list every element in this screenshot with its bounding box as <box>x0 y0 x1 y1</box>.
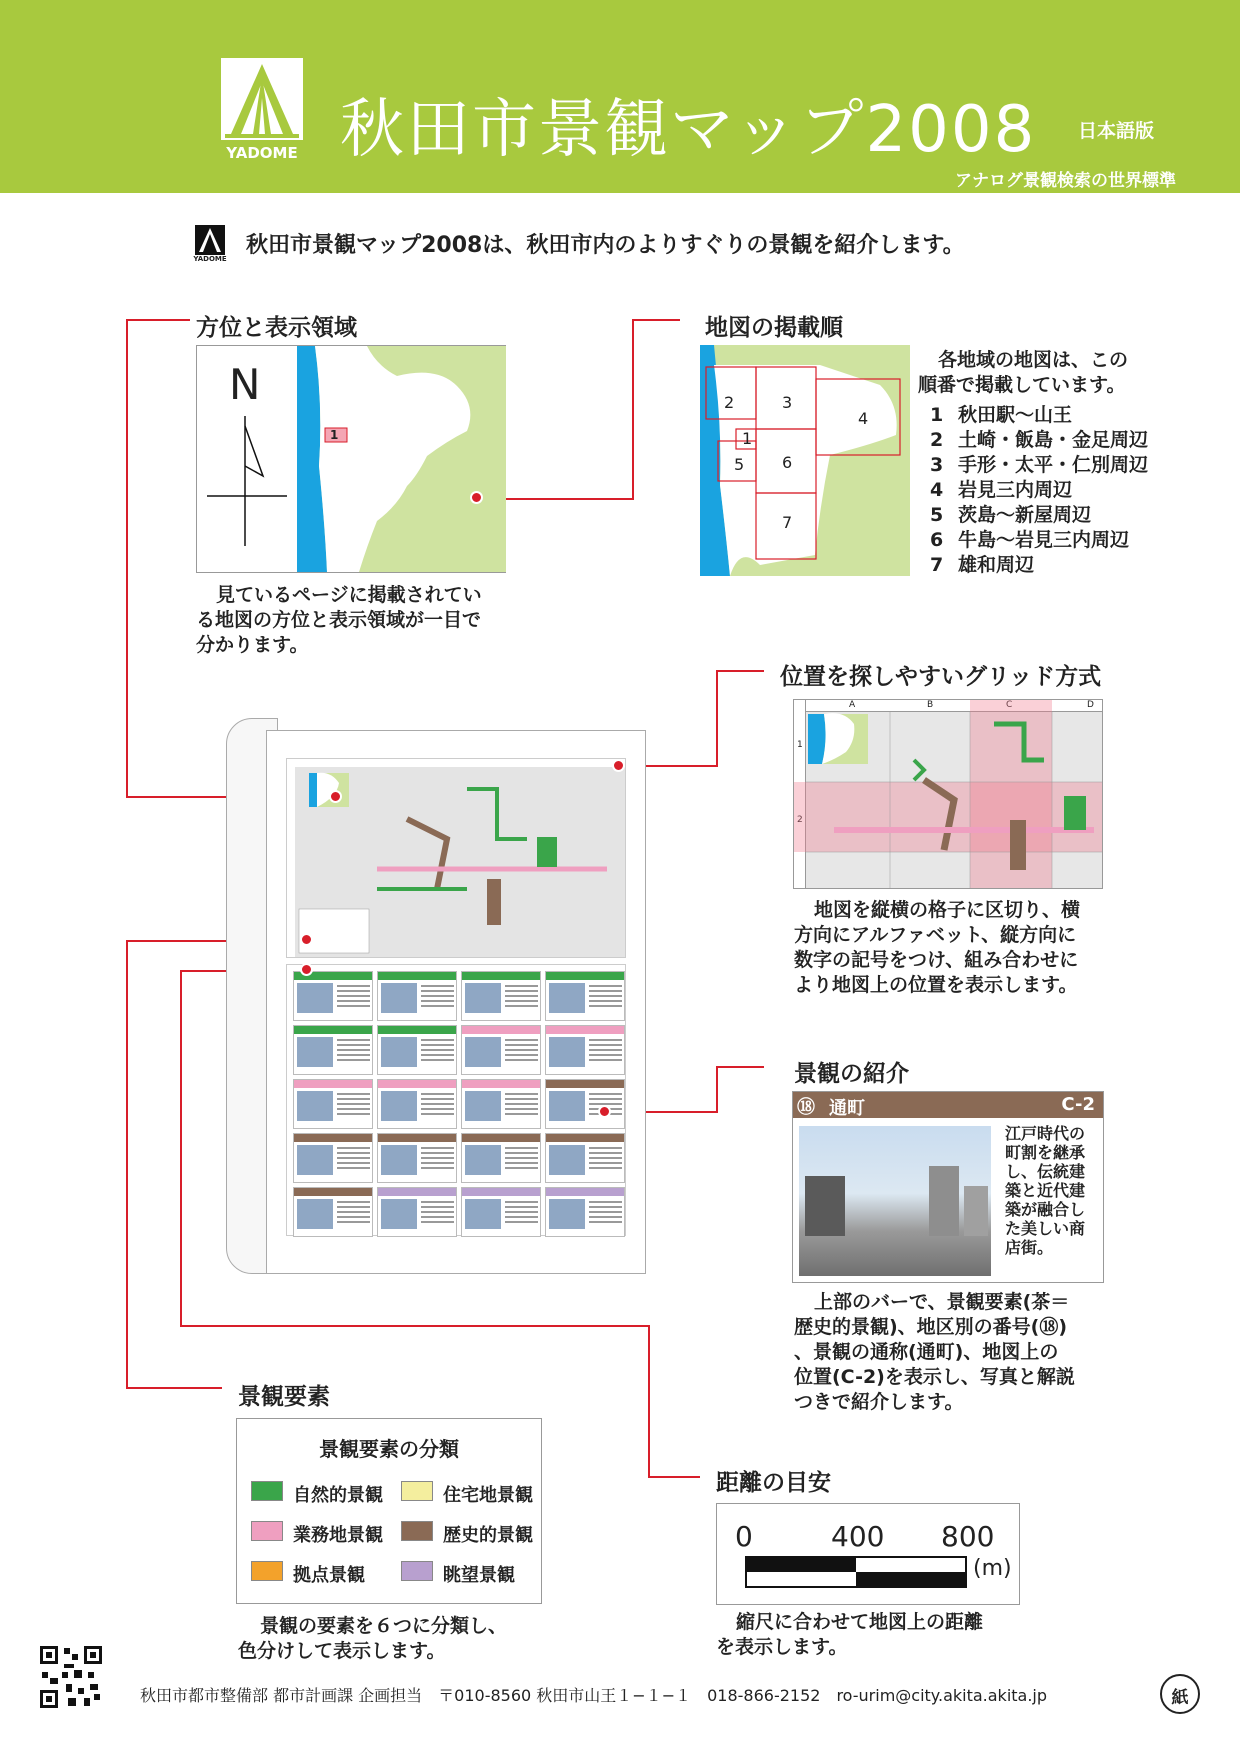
pointer-dot <box>300 963 313 976</box>
connector-line <box>648 1476 700 1478</box>
mini-card <box>293 1079 373 1129</box>
scale-text: 縮尺に合わせて地図上の距離 を表示します。 <box>716 1611 984 1658</box>
order-cell-7: 7 <box>782 513 793 532</box>
list-item: 5 茨島〜新屋周辺 <box>930 504 1092 526</box>
scale-unit: (m) <box>973 1556 1012 1581</box>
legend-swatch <box>251 1521 283 1541</box>
mini-card <box>293 1133 373 1183</box>
logo-text: YADOME <box>226 144 298 162</box>
mini-card <box>545 1187 625 1237</box>
mini-card <box>293 1187 373 1237</box>
connector-line <box>648 1325 650 1477</box>
intro-logo <box>195 225 225 263</box>
order-cell-5: 5 <box>734 455 745 474</box>
grid-heading: 位置を探しやすいグリッド方式 <box>780 664 1102 690</box>
street-photo <box>799 1126 991 1276</box>
list-item: 4 岩見三内周辺 <box>930 479 1073 501</box>
pointer-dot <box>470 491 483 504</box>
sample-card-number: ⑱ <box>797 1097 815 1118</box>
mini-card <box>377 971 457 1021</box>
mini-card <box>377 1079 457 1129</box>
mini-card <box>293 1025 373 1075</box>
pointer-dot <box>329 790 342 803</box>
elements-legend-box <box>236 1418 542 1604</box>
legend-title: 景観要素の分類 <box>319 1437 459 1461</box>
orientation-figure <box>196 345 506 573</box>
connector-line <box>126 319 128 797</box>
north-label: N <box>229 360 261 409</box>
scale-tick-label: 800 <box>941 1520 995 1553</box>
scale-tick-label: 0 <box>735 1520 753 1553</box>
north-arrow-icon <box>207 416 287 566</box>
connector-line <box>632 319 634 499</box>
edition-label: 日本語版 <box>1078 120 1155 142</box>
intro-logo-text: YADOME <box>193 255 227 263</box>
list-item: 6 牛島〜岩見三内周辺 <box>930 529 1130 551</box>
area-marker: 1 <box>330 428 339 442</box>
list-item: 1 秋田駅〜山王 <box>930 404 1073 426</box>
intro-card-heading: 景観の紹介 <box>794 1061 909 1087</box>
order-cell-4: 4 <box>858 409 869 428</box>
legend-label: 眺望景観 <box>443 1565 515 1586</box>
pointer-dot <box>598 1105 611 1118</box>
recycle-label: 紙 <box>1171 1688 1189 1708</box>
legend-label: 歴史的景観 <box>443 1525 533 1546</box>
mini-card <box>293 971 373 1021</box>
scale-tick-label: 400 <box>831 1520 885 1553</box>
intro-text: 秋田市景観マップ2008は、秋田市内のよりすぐりの景観を紹介します。 <box>246 233 965 258</box>
mini-card <box>461 971 541 1021</box>
order-cell-6: 6 <box>782 453 793 472</box>
pointer-dot <box>300 933 313 946</box>
map-order-figure <box>700 345 910 576</box>
map-book-illustration <box>226 718 646 1274</box>
grid-row-2: 2 <box>797 815 803 825</box>
recycle-icon <box>1160 1674 1200 1714</box>
legend-swatch <box>401 1561 433 1581</box>
scale-bar-figure <box>716 1503 1020 1605</box>
sample-card-name: 通町 <box>829 1098 865 1119</box>
elements-heading: 景観要素 <box>238 1384 330 1410</box>
sample-card-bar <box>793 1092 1103 1118</box>
grid-figure <box>793 699 1103 889</box>
yadome-logo <box>221 58 303 164</box>
mini-card <box>377 1025 457 1075</box>
connector-line <box>126 1387 222 1389</box>
sample-card <box>792 1091 1104 1283</box>
mini-card <box>377 1133 457 1183</box>
legend-swatch <box>251 1561 283 1581</box>
grid-col-a: A <box>849 700 856 710</box>
connector-line <box>126 319 190 321</box>
mini-card <box>545 1025 625 1075</box>
legend-swatch <box>251 1481 283 1501</box>
mini-card-grid <box>286 964 626 1236</box>
connector-line <box>126 940 128 1388</box>
scale-bar <box>745 1556 967 1588</box>
list-item: 7 雄和周辺 <box>930 554 1035 576</box>
footer-contact: 秋田市都市整備部 都市計画課 企画担当 〒010-8560 秋田市山王１−１−１ 018-866-2152 ro-urim@city.akita.akita.jp <box>140 1686 1048 1705</box>
mini-map <box>286 758 626 958</box>
grid-row-1: 1 <box>797 740 803 750</box>
legend-label: 業務地景観 <box>293 1525 383 1546</box>
legend-swatch <box>401 1481 433 1501</box>
grid-text: 地図を縦横の格子に区切り、横 方向にアルファベット、縦方向に 数字の記号をつけ、組み合わせに より地図上の位置を表示します。 <box>794 899 1081 996</box>
sample-card-grid-ref: C-2 <box>1061 1094 1095 1115</box>
connector-line <box>716 670 718 766</box>
connector-line <box>180 970 182 1326</box>
grid-col-b: B <box>927 700 934 710</box>
legend-swatch <box>401 1521 433 1541</box>
orientation-text: 見ているページに掲載されてい る地図の方位と表示領域が一目で 分かります。 <box>196 584 482 656</box>
mini-card <box>461 1079 541 1129</box>
map-order-heading: 地図の掲載順 <box>705 315 843 341</box>
pointer-dot <box>612 759 625 772</box>
qr-code-icon <box>38 1644 104 1710</box>
mini-card <box>545 971 625 1021</box>
elements-text: 景観の要素を６つに分類し、 色分けして表示します。 <box>238 1615 508 1662</box>
mini-card <box>461 1025 541 1075</box>
orientation-heading: 方位と表示領域 <box>196 315 357 341</box>
scale-heading: 距離の目安 <box>716 1470 831 1496</box>
connector-line <box>180 1325 650 1327</box>
legend-label: 拠点景観 <box>293 1565 365 1586</box>
sample-card-description: 江戸時代の 町割を継承 し、伝統建 築と近代建 築が融合し た美しい商 店街。 <box>1005 1124 1086 1257</box>
order-cell-2: 2 <box>724 393 735 412</box>
legend-label: 自然的景観 <box>293 1485 383 1506</box>
list-item: 2 土崎・飯島・金足周辺 <box>930 429 1149 451</box>
intro-card-text: 上部のバーで、景観要素(茶＝ 歴史的景観)、地区別の番号(⑱) 、景観の通称(通町)、地図上の 位置(C-2)を表示し、写真と解説 つきで紹介します。 <box>794 1291 1075 1413</box>
mini-card <box>545 1133 625 1183</box>
connector-line <box>632 319 680 321</box>
grid-col-c: C <box>1006 700 1013 710</box>
mini-card <box>461 1187 541 1237</box>
order-cell-3: 3 <box>782 393 793 412</box>
tagline: アナログ景観検索の世界標準 <box>955 171 1176 191</box>
map-order-intro: 各地域の地図は、この 順番で掲載しています。 <box>918 349 1129 396</box>
connector-line <box>716 1066 718 1112</box>
mini-card <box>545 1079 625 1129</box>
legend-label: 住宅地景観 <box>443 1485 533 1506</box>
mini-card <box>377 1187 457 1237</box>
mini-card <box>461 1133 541 1183</box>
map-order-list <box>930 403 1148 578</box>
grid-col-d: D <box>1087 700 1094 710</box>
order-cell-1: 1 <box>742 429 753 448</box>
connector-line <box>716 670 764 672</box>
page-title: 秋田市景観マップ2008 <box>340 93 1037 167</box>
list-item: 3 手形・太平・仁別周辺 <box>930 454 1149 476</box>
connector-line <box>716 1066 764 1068</box>
